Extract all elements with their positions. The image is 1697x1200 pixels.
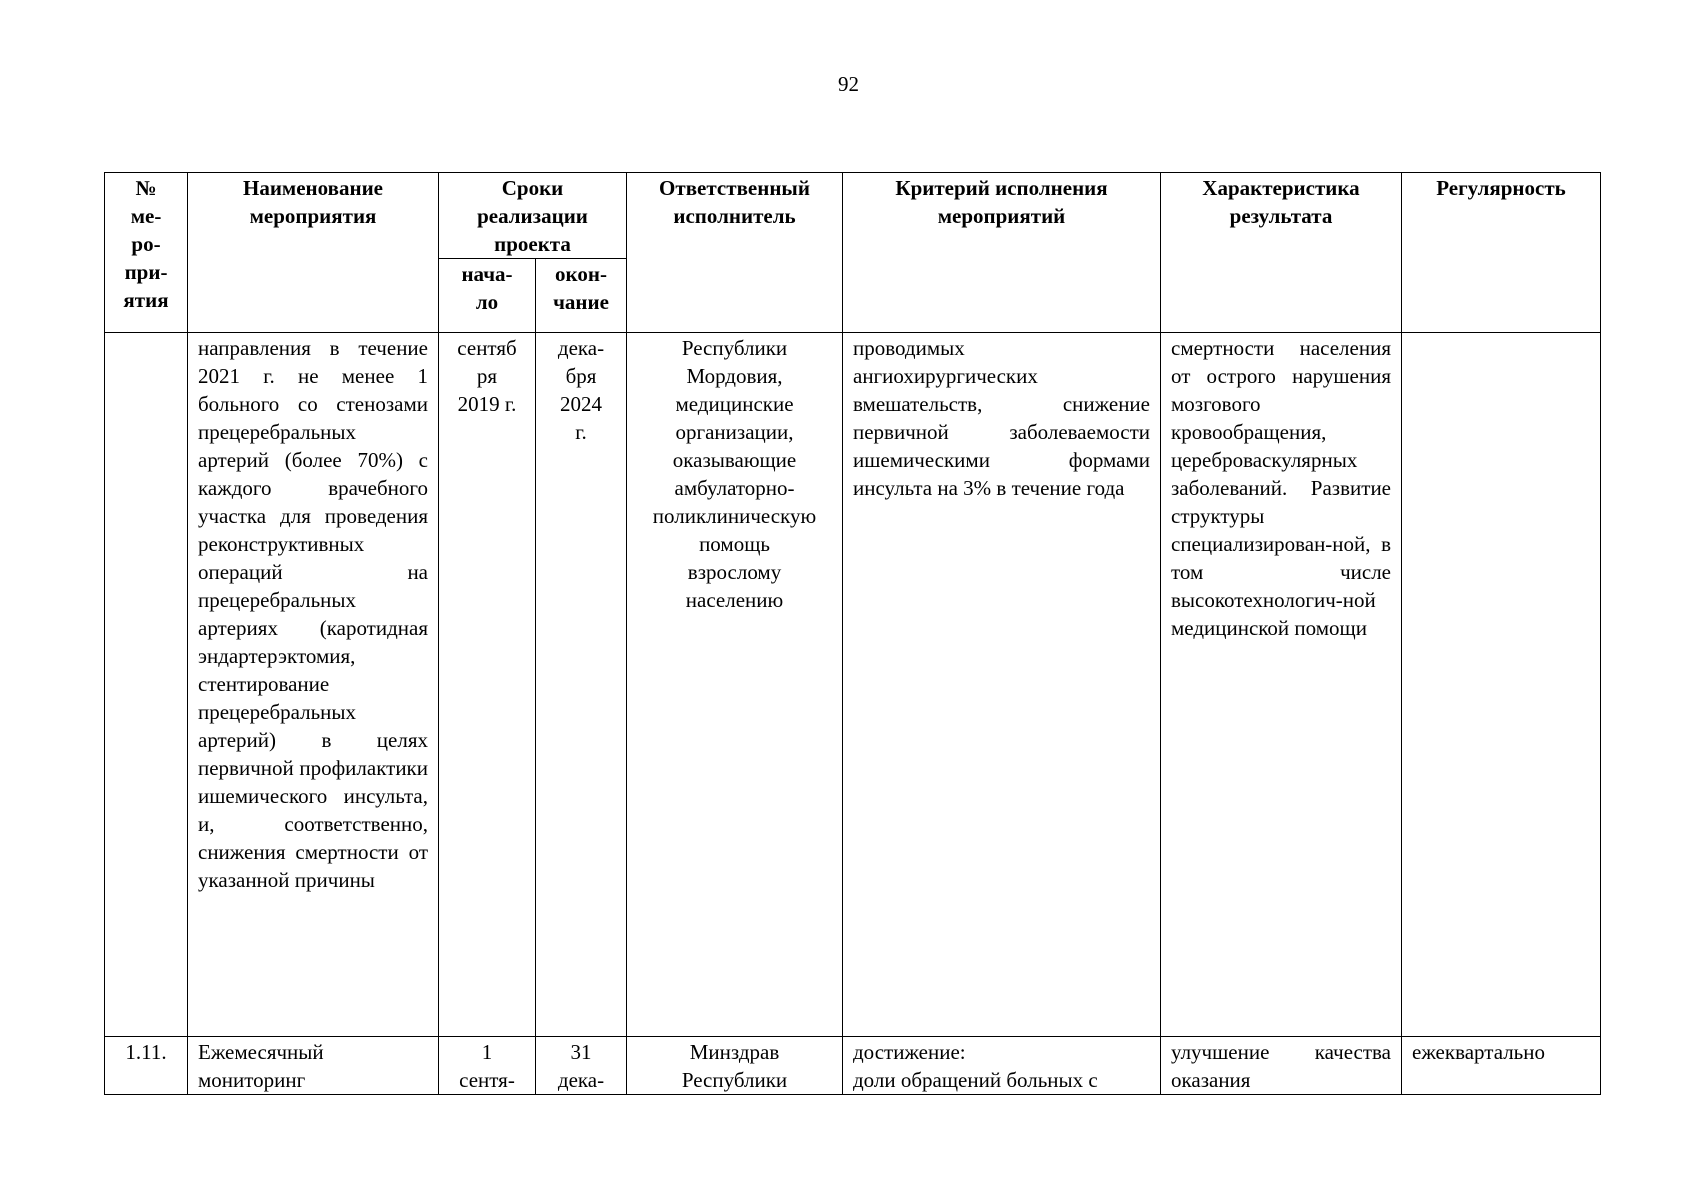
- header-regularity: Регулярность: [1402, 173, 1601, 333]
- header-period: Сроки реализации проекта: [439, 173, 627, 259]
- header-responsible: Ответственный исполнитель: [627, 173, 843, 333]
- cell-regularity: ежеквартально: [1402, 1037, 1601, 1095]
- cell-start: 1 сентя-: [439, 1037, 536, 1095]
- cell-criterion: достижение: доли обращений больных с: [843, 1037, 1161, 1095]
- measures-table: [104, 172, 1601, 1095]
- cell-name: Ежемесячный мониторинг: [188, 1037, 439, 1095]
- cell-name: направления в течение 2021 г. не менее 1 больного со стенозами прецеребральных артерий (более 70%) с каждого врачебного участка для проведения реконструктивных операций на прецеребральных артериях (каротидная эндартерэктомия, стентирование прецеребральных артерий) в целях первичной профилактики ишемического инсульта, и, соответственно, снижения смертности от указанной причины: [188, 333, 439, 1037]
- cell-criterion: проводимых ангиохирургических вмешательств, снижение первичной заболеваемости ишемическими формами инсульта на 3% в течение года: [843, 333, 1161, 1037]
- cell-end: 31 дека-: [536, 1037, 627, 1095]
- cell-regularity: [1402, 333, 1601, 1037]
- header-start: нача- ло: [439, 259, 536, 333]
- header-name: Наименование мероприятия: [188, 173, 439, 333]
- header-end: окон- чание: [536, 259, 627, 333]
- header-row: [105, 173, 1601, 259]
- cell-result: смертности населения от острого нарушения мозгового кровообращения, цереброваскулярных заболеваний. Развитие структуры специализирован-ной, в том числе высокотехнологич-ной медицинской помощи: [1161, 333, 1402, 1037]
- table-row: [105, 333, 1601, 1037]
- cell-number: [105, 333, 188, 1037]
- cell-number: 1.11.: [105, 1037, 188, 1095]
- cell-start: сентяб ря 2019 г.: [439, 333, 536, 1037]
- header-criterion: Критерий исполнения мероприятий: [843, 173, 1161, 333]
- cell-end: дека- бря 2024 г.: [536, 333, 627, 1037]
- cell-result: улучшение качества оказания: [1161, 1037, 1402, 1095]
- cell-responsible: Минздрав Республики: [627, 1037, 843, 1095]
- table-row: [105, 1037, 1601, 1095]
- header-result: Характеристика результата: [1161, 173, 1402, 333]
- header-number: № ме- ро- при- ятия: [105, 173, 188, 333]
- page-number: 92: [838, 72, 859, 96]
- cell-responsible: Республики Мордовия, медицинские организации, оказывающие амбулаторно- поликлиническую помощь взрослому населению: [627, 333, 843, 1037]
